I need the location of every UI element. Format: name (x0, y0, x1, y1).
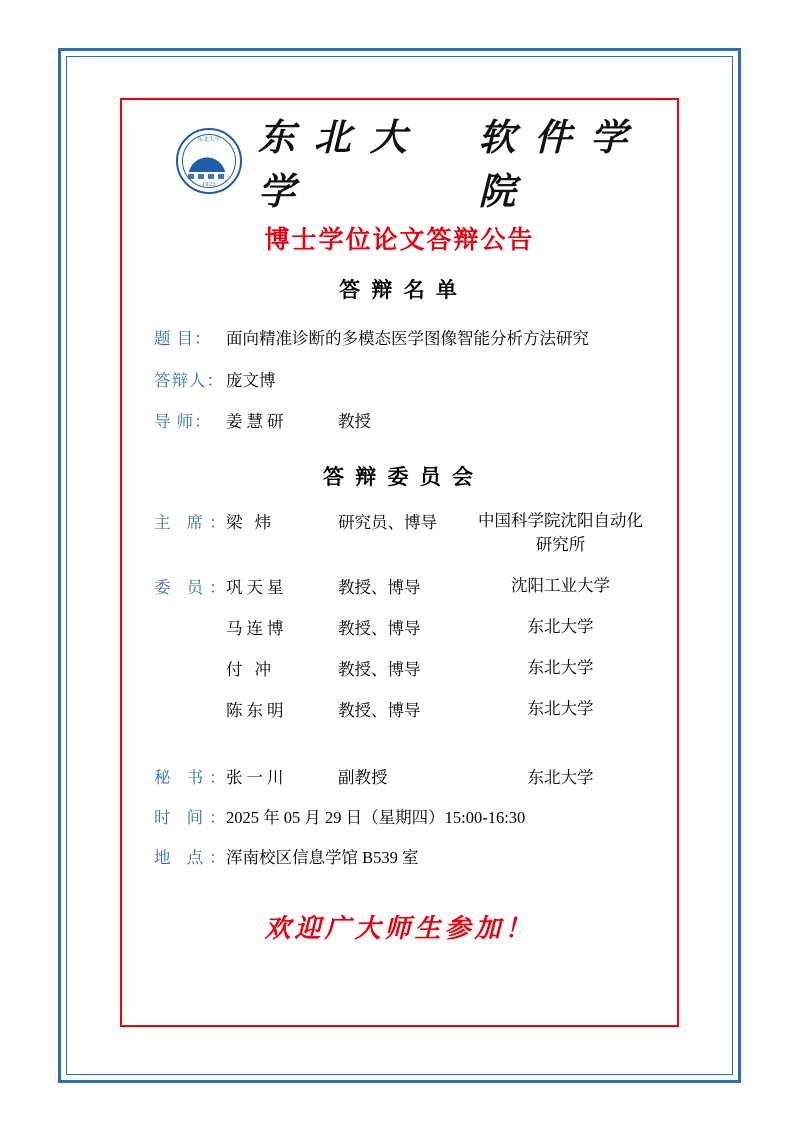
advisor-title: 教授 (338, 412, 371, 432)
defender-label: 答辩人： (154, 370, 224, 390)
time-value: 2025 年 05 月 29 日（星期四）15:00-16:30 (226, 807, 526, 827)
welcome-message: 欢迎广大师生参加！ (264, 913, 535, 944)
table-row (148, 697, 651, 721)
member-title: 教授、博导 (338, 577, 421, 597)
row-advisor (148, 409, 651, 435)
topic-value: 面向精准诊断的多模态医学图像智能分析方法研究 (226, 329, 589, 348)
member-org: 东北大学 (527, 698, 594, 718)
member-org: 东北大学 (527, 657, 594, 677)
member-name: 巩天星 (226, 577, 288, 597)
member-title: 教授、博导 (338, 700, 421, 720)
member-title: 教授、博导 (338, 659, 421, 679)
row-defender (148, 368, 651, 394)
table-row (148, 574, 651, 598)
footer-rows (148, 764, 651, 868)
member-name: 马连博 (226, 618, 288, 638)
logo-top-text: 东北大学 (197, 137, 221, 143)
table-row (148, 615, 651, 639)
table-row (148, 656, 651, 680)
poster-header (148, 115, 651, 213)
member-title: 研究员、博导 (338, 512, 437, 532)
row-place (148, 844, 651, 868)
topic-label: 题 目： (154, 329, 212, 348)
secretary-title: 副教授 (338, 767, 388, 787)
member-org: 沈阳工业大学 (511, 575, 610, 595)
logo-year-text: 1923 (202, 182, 216, 188)
committee-list (148, 509, 651, 721)
info-rows (148, 326, 651, 435)
member-org: 中国科学院沈阳自动化研究所 (478, 510, 643, 554)
chair-label: 主 席： (154, 512, 232, 532)
school-name: 东 北 大 学 (258, 115, 410, 213)
member-label: 委 员： (154, 577, 232, 597)
notice-card (120, 98, 679, 1027)
advisor-label: 导 师： (154, 412, 212, 432)
section-spacer (148, 738, 651, 764)
college-name: 软 件 学 院 (478, 115, 631, 213)
row-secretary (148, 764, 651, 788)
page-title: 博士学位论文答辩公告 (264, 227, 535, 254)
table-row (148, 509, 651, 557)
university-logo-icon (176, 128, 242, 194)
defender-value: 庞文博 (226, 370, 276, 390)
sub-title: 答 辩 名 单 (339, 278, 460, 302)
member-name: 付 冲 (226, 659, 276, 679)
committee-title: 答 辩 委 员 会 (323, 464, 476, 489)
secretary-org: 东北大学 (527, 767, 594, 787)
row-time (148, 804, 651, 828)
row-topic (148, 326, 651, 352)
secretary-label: 秘 书： (154, 767, 232, 787)
place-label: 地 点： (154, 847, 232, 867)
member-org: 东北大学 (527, 616, 594, 636)
member-name: 梁 炜 (226, 512, 276, 532)
advisor-name: 姜慧研 (226, 412, 288, 432)
member-name: 陈东明 (226, 700, 288, 720)
time-label: 时 间： (154, 807, 232, 827)
logo-mountain-shape (188, 152, 226, 172)
secretary-name: 张一川 (226, 767, 288, 787)
place-value: 浑南校区信息学馆 B539 室 (226, 847, 419, 867)
logo-wave-shape (188, 174, 226, 179)
member-title: 教授、博导 (338, 618, 421, 638)
